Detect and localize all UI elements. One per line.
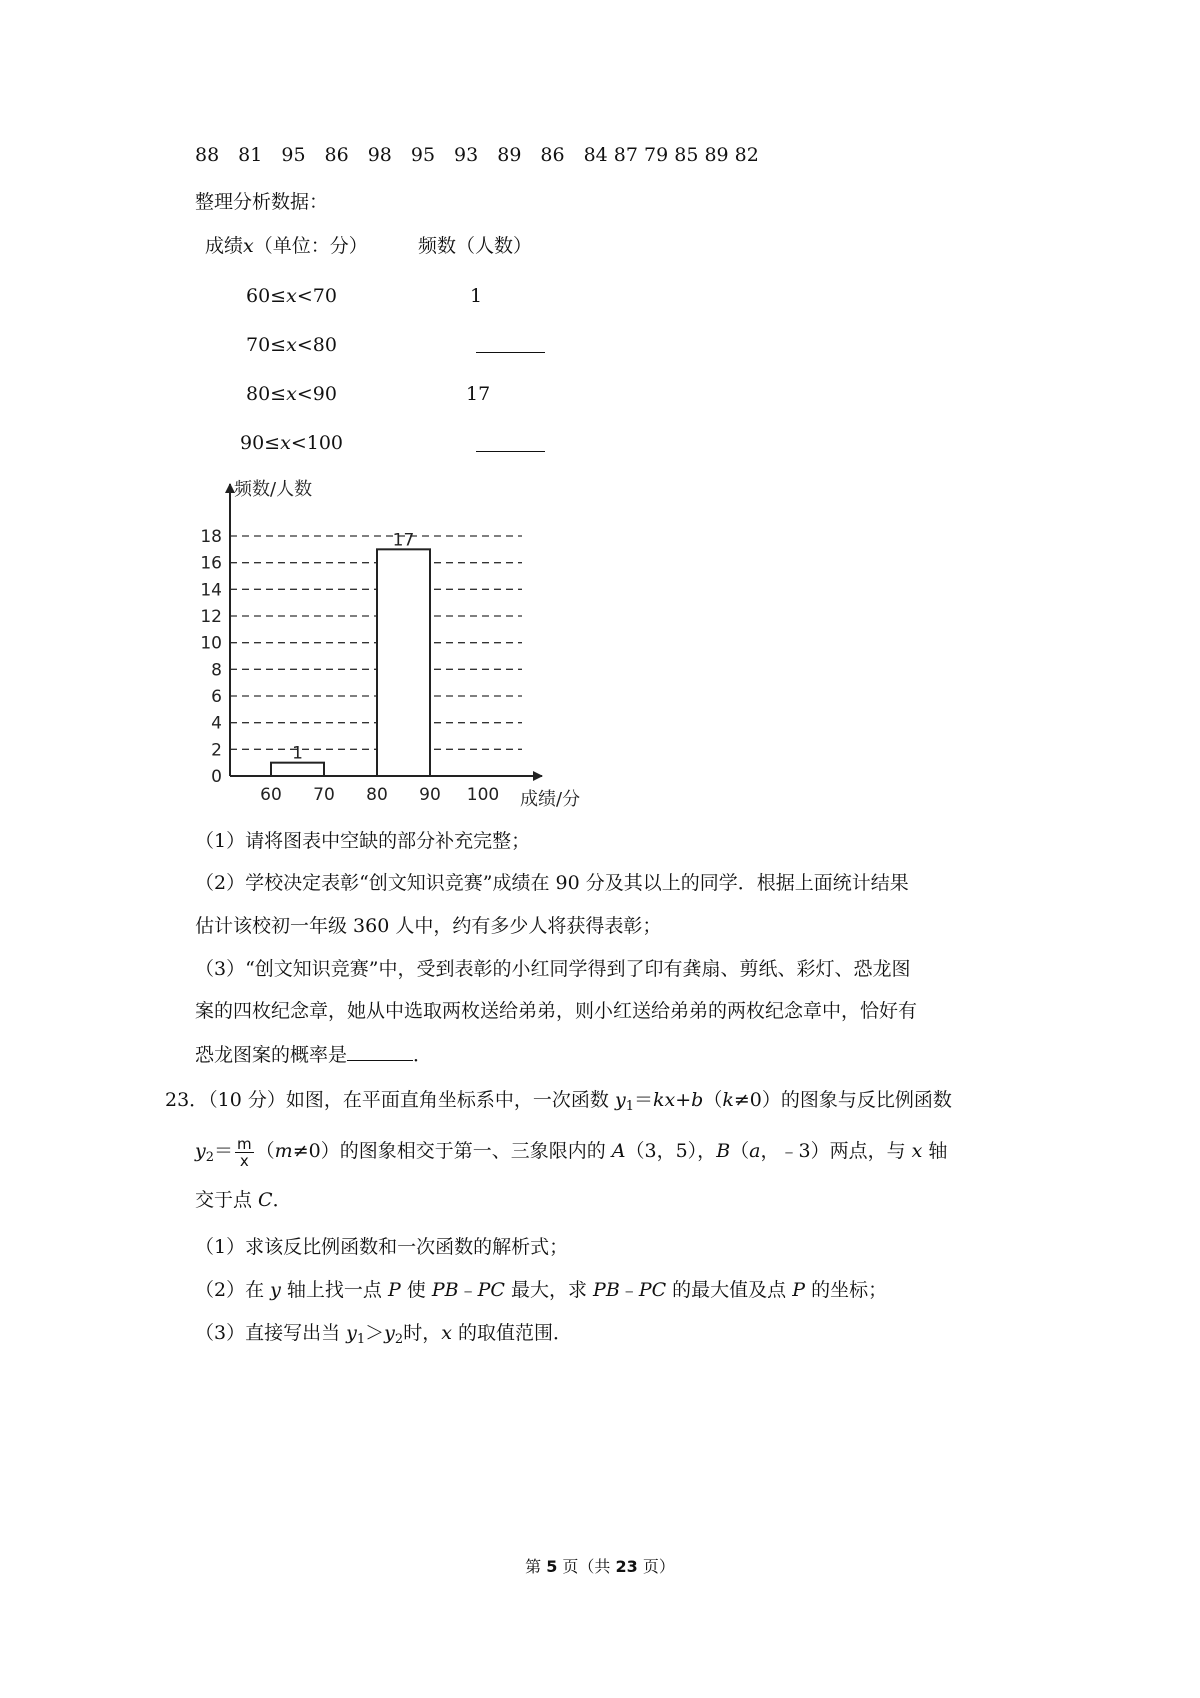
text: ﹣	[619, 1279, 639, 1301]
text: ≠0）的图象相交于第一、三象限内的	[292, 1140, 612, 1162]
var-y: y	[346, 1322, 357, 1344]
var-y: y	[384, 1322, 395, 1344]
text: （	[255, 1140, 275, 1162]
range-low: 60≤	[246, 285, 287, 307]
text: ．	[272, 1189, 292, 1211]
table-header-score	[205, 232, 368, 260]
x-tick-label: 100	[466, 785, 500, 805]
count-blank	[476, 352, 545, 353]
text: （2）在	[195, 1279, 271, 1301]
x-tick-label: 70	[313, 785, 335, 805]
range-high: <100	[290, 432, 344, 454]
var-x: x	[911, 1140, 923, 1162]
var-B: B	[716, 1140, 731, 1162]
range-high: <80	[296, 334, 337, 356]
problem-23-line-1	[165, 1086, 952, 1121]
table-row-range	[240, 429, 343, 457]
text: ≠0）的图象与反比例函数	[733, 1089, 952, 1111]
fraction-denominator: x	[239, 1151, 249, 1170]
x-tick-label: 80	[366, 785, 388, 805]
y-tick-label: 2	[211, 740, 222, 761]
problem-23-line-3	[195, 1186, 292, 1214]
question-3-line-3	[195, 1040, 432, 1069]
text: 的取值范围．	[451, 1322, 572, 1344]
var-x: x	[441, 1322, 452, 1344]
bar	[271, 763, 324, 776]
range-low: 90≤	[240, 432, 281, 454]
x-axis-label: 成绩/分	[520, 789, 581, 810]
question-3-line-1: （3）“创文知识竞赛”中，受到表彰的小红同学得到了印有龚扇、剪纸、彩灯、恐龙图	[195, 958, 911, 980]
question-3-end: ．	[413, 1044, 433, 1066]
answer-blank	[347, 1040, 413, 1061]
text: ＞	[365, 1322, 385, 1344]
y-tick-label: 18	[200, 527, 222, 547]
text: （	[730, 1140, 750, 1162]
problem-number: 23．（10 分）	[165, 1089, 286, 1111]
text: ＝	[633, 1089, 653, 1111]
question-2-line-2: 估计该校初一年级 360 人中，约有多少人将获得表彰；	[195, 915, 662, 937]
problem-23-question-2	[195, 1276, 887, 1304]
text: 时，	[403, 1322, 442, 1344]
range-low: 70≤	[246, 334, 287, 356]
y-tick-label: 4	[211, 713, 222, 734]
range-var: x	[286, 383, 297, 405]
question-3-line-2: 案的四枚纪念章，她从中选取两枚送给弟弟，则小红送给弟弟的两枚纪念章中，恰好有	[195, 1000, 918, 1022]
y-axis-label: 频数/人数	[234, 479, 313, 500]
subscript: 2	[394, 1332, 404, 1347]
page-footer	[0, 1555, 1200, 1579]
subscript: 1	[356, 1332, 366, 1347]
text: 轴上找一点	[280, 1279, 388, 1301]
header-score-label: 成绩	[205, 235, 244, 257]
y-tick-label: 12	[200, 607, 222, 627]
text: 的最大值及点	[666, 1279, 793, 1301]
var-C: C	[258, 1189, 273, 1211]
bar-data-label: 1	[292, 743, 303, 764]
text: 最大，求	[504, 1279, 594, 1301]
range-high: <70	[296, 285, 337, 307]
fraction-numerator: m	[237, 1134, 252, 1153]
text: ＝	[214, 1140, 234, 1162]
footer-text: 页）	[637, 1557, 675, 1576]
data-row: 88 81 95 86 98 95 93 89 86 84 87 79 85 89 82	[195, 144, 759, 166]
text: 交于点	[195, 1189, 259, 1211]
var-P: P	[792, 1279, 806, 1301]
var-kx: kx	[652, 1089, 676, 1111]
table-row-range	[246, 282, 337, 310]
var-PB: PB	[593, 1279, 620, 1301]
bars	[271, 530, 430, 776]
range-var: x	[286, 285, 297, 307]
bar-data-label: 17	[392, 530, 415, 551]
text: 轴	[922, 1140, 948, 1162]
text: 的坐标；	[805, 1279, 888, 1301]
question-3-text: 恐龙图案的概率是	[195, 1044, 348, 1066]
histogram-chart	[200, 479, 600, 820]
footer-text: 页（共	[557, 1557, 616, 1576]
bar	[377, 549, 430, 776]
range-high: <90	[296, 383, 337, 405]
footer-text: 第	[525, 1557, 547, 1576]
table-row-range	[246, 380, 337, 408]
text: 使	[400, 1279, 432, 1301]
page-total: 23	[615, 1557, 638, 1576]
var-y: y	[195, 1140, 206, 1162]
text: 如图，在平面直角坐标系中，一次函数	[285, 1089, 615, 1111]
header-score-var: x	[243, 235, 254, 257]
range-low: 80≤	[246, 383, 287, 405]
problem-23-question-3	[195, 1319, 572, 1354]
var-PB: PB	[431, 1279, 459, 1301]
text: ﹣	[458, 1279, 478, 1301]
var-k: k	[722, 1089, 734, 1111]
y-tick-label: 0	[211, 767, 222, 787]
text: （3，5），	[625, 1140, 717, 1162]
var-b: b	[691, 1089, 704, 1111]
var-y: y	[614, 1089, 626, 1111]
text: +	[675, 1089, 692, 1111]
subscript: 2	[205, 1150, 215, 1165]
table-header-count: 频数（人数）	[418, 235, 533, 257]
table-row-range	[246, 331, 337, 359]
text: ，﹣3）两点，与	[760, 1140, 912, 1162]
table-row-count: 17	[466, 383, 491, 405]
table-row-count: 1	[470, 285, 483, 307]
problem-23-line-2	[195, 1131, 947, 1178]
var-P: P	[387, 1279, 401, 1301]
var-A: A	[611, 1140, 626, 1162]
range-var: x	[280, 432, 291, 454]
organize-heading: 整理分析数据：	[195, 191, 329, 213]
var-PC: PC	[477, 1279, 505, 1301]
var-a: a	[749, 1140, 761, 1162]
header-score-unit: （单位：分）	[253, 235, 368, 257]
var-m: m	[274, 1140, 293, 1162]
x-tick-label: 60	[260, 785, 282, 805]
y-tick-labels	[200, 527, 222, 787]
y-tick-label: 8	[211, 660, 222, 681]
y-tick-label: 16	[200, 553, 222, 574]
page-number: 5	[546, 1557, 558, 1576]
fraction	[235, 1136, 254, 1169]
var-y: y	[270, 1279, 281, 1301]
y-tick-label: 6	[211, 687, 222, 707]
question-1: （1）请将图表中空缺的部分补充完整；	[195, 830, 531, 852]
x-tick-labels	[260, 785, 499, 805]
text: （3）直接写出当	[195, 1322, 347, 1344]
question-2-line-1: （2）学校决定表彰“创文知识竞赛”成绩在 90 分及其以上的同学．根据上面统计结果	[195, 872, 909, 894]
var-PC: PC	[638, 1279, 667, 1301]
x-tick-label: 90	[419, 785, 441, 805]
y-tick-label: 14	[200, 580, 222, 601]
y-tick-label: 10	[200, 633, 222, 654]
range-var: x	[286, 334, 297, 356]
problem-23-question-1: （1）求该反比例函数和一次函数的解析式；	[195, 1236, 569, 1258]
count-blank	[476, 451, 545, 452]
text: （	[703, 1089, 723, 1111]
subscript: 1	[625, 1099, 634, 1114]
